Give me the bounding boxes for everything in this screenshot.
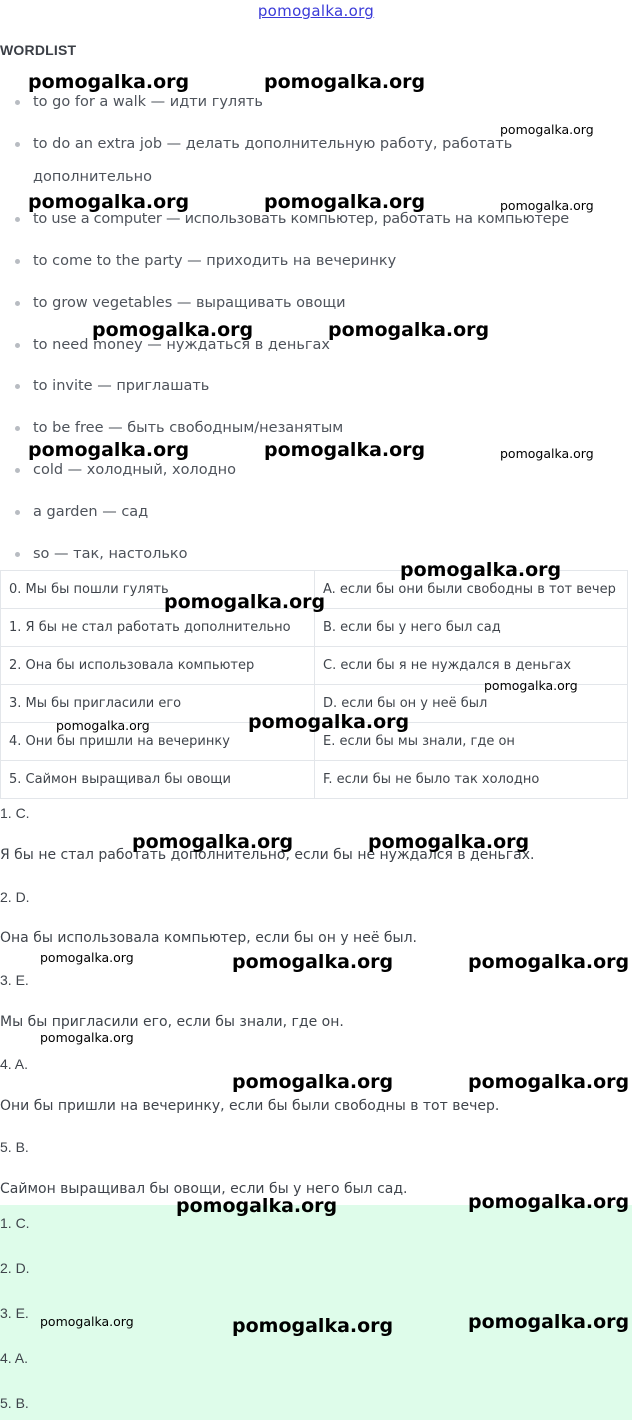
table-row [1, 761, 628, 799]
bullet-icon [15, 217, 20, 222]
watermark: pomogalka.org [248, 711, 410, 733]
bullet-icon [15, 142, 20, 147]
watermark: pomogalka.org [468, 951, 630, 973]
bullet-icon [15, 259, 20, 264]
answer-label: 1. C. [0, 805, 30, 821]
watermark: pomogalka.org [232, 1071, 394, 1093]
site-title-link[interactable]: pomogalka.org [257, 2, 375, 20]
answer-sentence: Она бы использовала компьютер, если бы он у неё был. [0, 930, 417, 946]
watermark: pomogalka.org [500, 446, 594, 461]
watermark: pomogalka.org [232, 1315, 394, 1337]
bullet-icon [15, 384, 20, 389]
watermark: pomogalka.org [40, 1030, 134, 1045]
table-cell: 3. Мы бы пригласили его [1, 685, 315, 723]
watermark: pomogalka.org [176, 1195, 338, 1217]
bullet-icon [15, 426, 20, 431]
watermark: pomogalka.org [132, 831, 294, 853]
watermark: pomogalka.org [92, 319, 254, 341]
bullet-icon [15, 468, 20, 473]
answer-label: 2. D. [0, 889, 30, 905]
answer-sentence: Мы бы пригласили его, если бы знали, где он. [0, 1014, 344, 1030]
summary-item: 2. D. [0, 1260, 30, 1276]
watermark: pomogalka.org [500, 122, 594, 137]
answer-label: 3. E. [0, 972, 29, 988]
bullet-icon [15, 552, 20, 557]
answer-label: 5. B. [0, 1139, 29, 1155]
watermark: pomogalka.org [264, 191, 426, 213]
watermark: pomogalka.org [328, 319, 490, 341]
bullet-icon [15, 100, 20, 105]
table-cell: 5. Саймон выращивал бы овощи [1, 761, 315, 799]
watermark: pomogalka.org [28, 71, 190, 93]
table-cell: B. если бы у него был сад [315, 609, 628, 647]
watermark: pomogalka.org [232, 951, 394, 973]
table-row [1, 609, 628, 647]
watermark: pomogalka.org [28, 439, 190, 461]
table-cell: 1. Я бы не стал работать дополнительно [1, 609, 315, 647]
table-cell: 0. Мы бы пошли гулять [1, 571, 315, 609]
table-cell: D. если бы он у неё был [315, 685, 628, 723]
bullet-icon [15, 343, 20, 348]
watermark: pomogalka.org [164, 591, 326, 613]
watermark: pomogalka.org [40, 1314, 134, 1329]
watermark: pomogalka.org [400, 559, 562, 581]
wordlist-heading: WORDLIST [0, 42, 77, 58]
watermark: pomogalka.org [500, 198, 594, 213]
watermark: pomogalka.org [40, 950, 134, 965]
watermark: pomogalka.org [28, 191, 190, 213]
watermark: pomogalka.org [368, 831, 530, 853]
watermark: pomogalka.org [468, 1071, 630, 1093]
watermark: pomogalka.org [484, 678, 578, 693]
summary-item: 3. E. [0, 1305, 29, 1321]
table-cell: E. если бы мы знали, где он [315, 723, 628, 761]
table-cell: 4. Они бы пришли на вечеринку [1, 723, 315, 761]
summary-item: 1. C. [0, 1215, 30, 1231]
watermark: pomogalka.org [264, 439, 426, 461]
watermark: pomogalka.org [56, 718, 150, 733]
table-cell: C. если бы я не нуждался в деньгах [315, 647, 628, 685]
bullet-icon [15, 510, 20, 515]
answer-sentence: Саймон выращивал бы овощи, если бы у него был сад. [0, 1181, 408, 1197]
summary-item: 5. B. [0, 1395, 29, 1411]
answer-sentence: Они бы пришли на вечеринку, если бы были свободны в тот вечер. [0, 1098, 500, 1114]
table-cell: A. если бы они были свободны в тот вечер [315, 571, 628, 609]
summary-item: 4. A. [0, 1350, 29, 1366]
table-cell: F. если бы не было так холодно [315, 761, 628, 799]
watermark: pomogalka.org [264, 71, 426, 93]
answer-sentence: Я бы не стал работать дополнительно, если бы не нуждался в деньгах. [0, 847, 535, 863]
watermark: pomogalka.org [468, 1191, 630, 1213]
answer-label: 4. A. [0, 1056, 29, 1072]
watermark: pomogalka.org [468, 1311, 630, 1333]
bullet-icon [15, 301, 20, 306]
table-cell: 2. Она бы использовала компьютер [1, 647, 315, 685]
